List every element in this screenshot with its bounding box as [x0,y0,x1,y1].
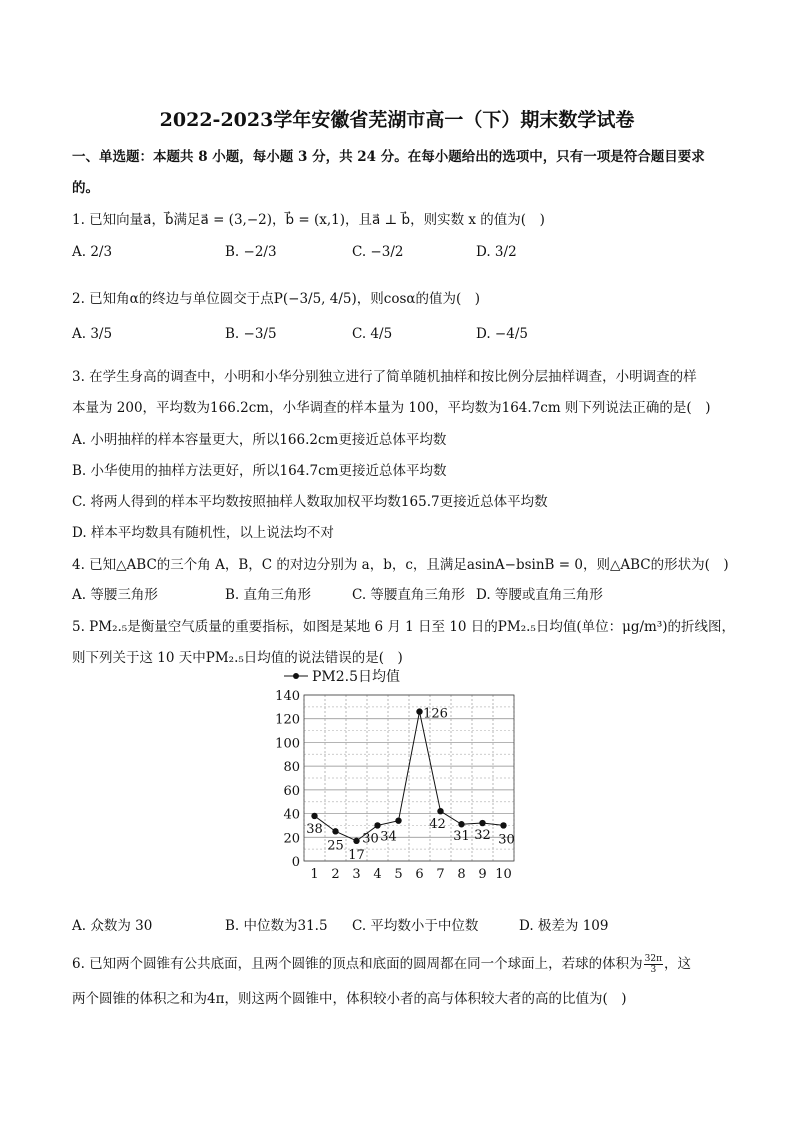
y-tick-label: 140 [275,689,300,704]
question-3-text-cont: 本量为 200，平均数为166.2cm，小华调查的样本量为 100，平均数为164.7cm 则下列说法正确的是( ) [72,400,711,416]
q4-option-b: B. 直角三角形 [225,587,312,603]
data-point [311,813,317,819]
q4-option-d: D. 等腰或直角三角形 [476,587,603,603]
data-label: 34 [380,829,397,845]
y-tick-label: 120 [275,712,300,728]
x-tick-label: 6 [415,867,424,882]
q6-text-part2: ，这 [664,956,692,972]
fraction-denominator: 3 [650,965,657,975]
q5-option-a: A. 众数为 30 [72,918,153,934]
legend-marker [293,673,299,679]
q4-option-c: C. 等腰直角三角形 [352,587,465,603]
y-tick-label: 0 [291,855,300,870]
y-tick-label: 40 [283,807,300,823]
question-5-text-cont: 则下列关于这 10 天中PM₂.₅日均值的说法错误的是( ) [72,650,403,666]
y-tick-label: 80 [283,760,300,776]
q6-text-part1: 6. 已知两个圆锥有公共底面，且两个圆锥的顶点和底面的圆周都在同一个球面上，若球的体积为 [72,956,643,972]
q3-option-d: D. 样本平均数具有随机性，以上说法均不对 [72,525,334,541]
data-point [458,821,464,827]
data-label: 25 [327,838,344,854]
question-2-text: 2. 已知角α的终边与单位圆交于点P(−3/5, 4/5)，则cosα的值为( ) [72,291,481,307]
data-point [374,822,380,828]
legend-label: PM2.5日均值 [312,669,401,685]
x-tick-label: 5 [394,867,403,882]
data-label: 32 [474,828,491,844]
data-point [416,708,422,714]
question-1-text: 1. 已知向量a⃗，b⃗满足a⃗ = (3,−2)，b⃗ = (x,1)，且a⃗ ⊥ b⃗，则实数 x 的值为( ) [72,212,545,228]
sphere-volume-fraction [644,954,663,975]
data-point [353,838,359,844]
q2-option-d: D. −4/5 [476,326,528,342]
data-point [395,817,401,823]
question-6-text [72,952,691,975]
x-tick-label: 10 [495,867,512,882]
q5-option-b: B. 中位数为31.5 [225,918,328,934]
question-4-text: 4. 已知△ABC的三个角 A，B，C 的对边分别为 a，b，c，且满足asinA−bsinB = 0，则△ABC的形状为( ) [72,557,729,573]
x-tick-label: 1 [310,867,319,882]
data-label: 42 [429,817,446,833]
question-5-text: 5. PM₂.₅是衡量空气质量的重要指标，如图是某地 6 月 1 日至 10 日的PM₂.₅日均值(单位：μg/m³)的折线图， [72,619,736,635]
q2-option-c: C. 4/5 [352,326,393,342]
x-tick-label: 2 [331,867,340,882]
data-label: 126 [423,706,448,722]
q2-option-b: B. −3/5 [225,326,277,342]
x-tick-label: 4 [373,867,382,882]
x-tick-label: 7 [436,867,445,882]
data-point [332,828,338,834]
data-label: 31 [453,829,470,845]
fraction-numerator: 32π [644,954,663,964]
data-label: 17 [348,847,365,863]
q5-option-c: C. 平均数小于中位数 [352,918,479,934]
data-point [500,822,506,828]
section-heading-cont: 的。 [72,180,99,196]
data-label: 30 [362,831,379,847]
q1-option-c: C. −3/2 [352,244,404,260]
x-tick-label: 3 [352,867,361,882]
q5-option-d: D. 极差为 109 [519,918,609,934]
data-point [437,808,443,814]
y-tick-label: 60 [283,783,300,799]
q3-option-c: C. 将两人得到的样本平均数按照抽样人数取加权平均数165.7更接近总体平均数 [72,494,548,510]
pm25-line-chart [270,662,530,892]
q3-option-a: A. 小明抽样的样本容量更大，所以166.2cm更接近总体平均数 [72,432,447,448]
x-tick-label: 8 [457,867,466,882]
q4-option-a: A. 等腰三角形 [72,587,158,603]
y-tick-label: 20 [283,831,300,847]
section-heading: 一、单选题：本题共 8 小题，每小题 3 分，共 24 分。在每小题给出的选项中，只有一项是符合题目要求 [72,149,705,165]
y-tick-label: 100 [275,736,300,752]
data-label: 38 [306,821,323,837]
q2-option-a: A. 3/5 [72,326,113,342]
question-3-text: 3. 在学生身高的调查中，小明和小华分别独立进行了简单随机抽样和按比例分层抽样调查，小明调查的样 [72,369,697,385]
page-title: 2022-2023学年安徽省芜湖市高一（下）期末数学试卷 [159,109,635,131]
data-point [479,820,485,826]
data-label: 30 [498,832,515,848]
q3-option-b: B. 小华使用的抽样方法更好，所以164.7cm更接近总体平均数 [72,463,447,479]
x-tick-label: 9 [478,867,487,882]
q1-option-a: A. 2/3 [72,244,113,260]
q1-option-d: D. 3/2 [476,244,517,260]
question-6-text-cont: 两个圆锥的体积之和为4π，则这两个圆锥中，体积较小者的高与体积较大者的高的比值为( ) [72,991,627,1007]
q1-option-b: B. −2/3 [225,244,277,260]
